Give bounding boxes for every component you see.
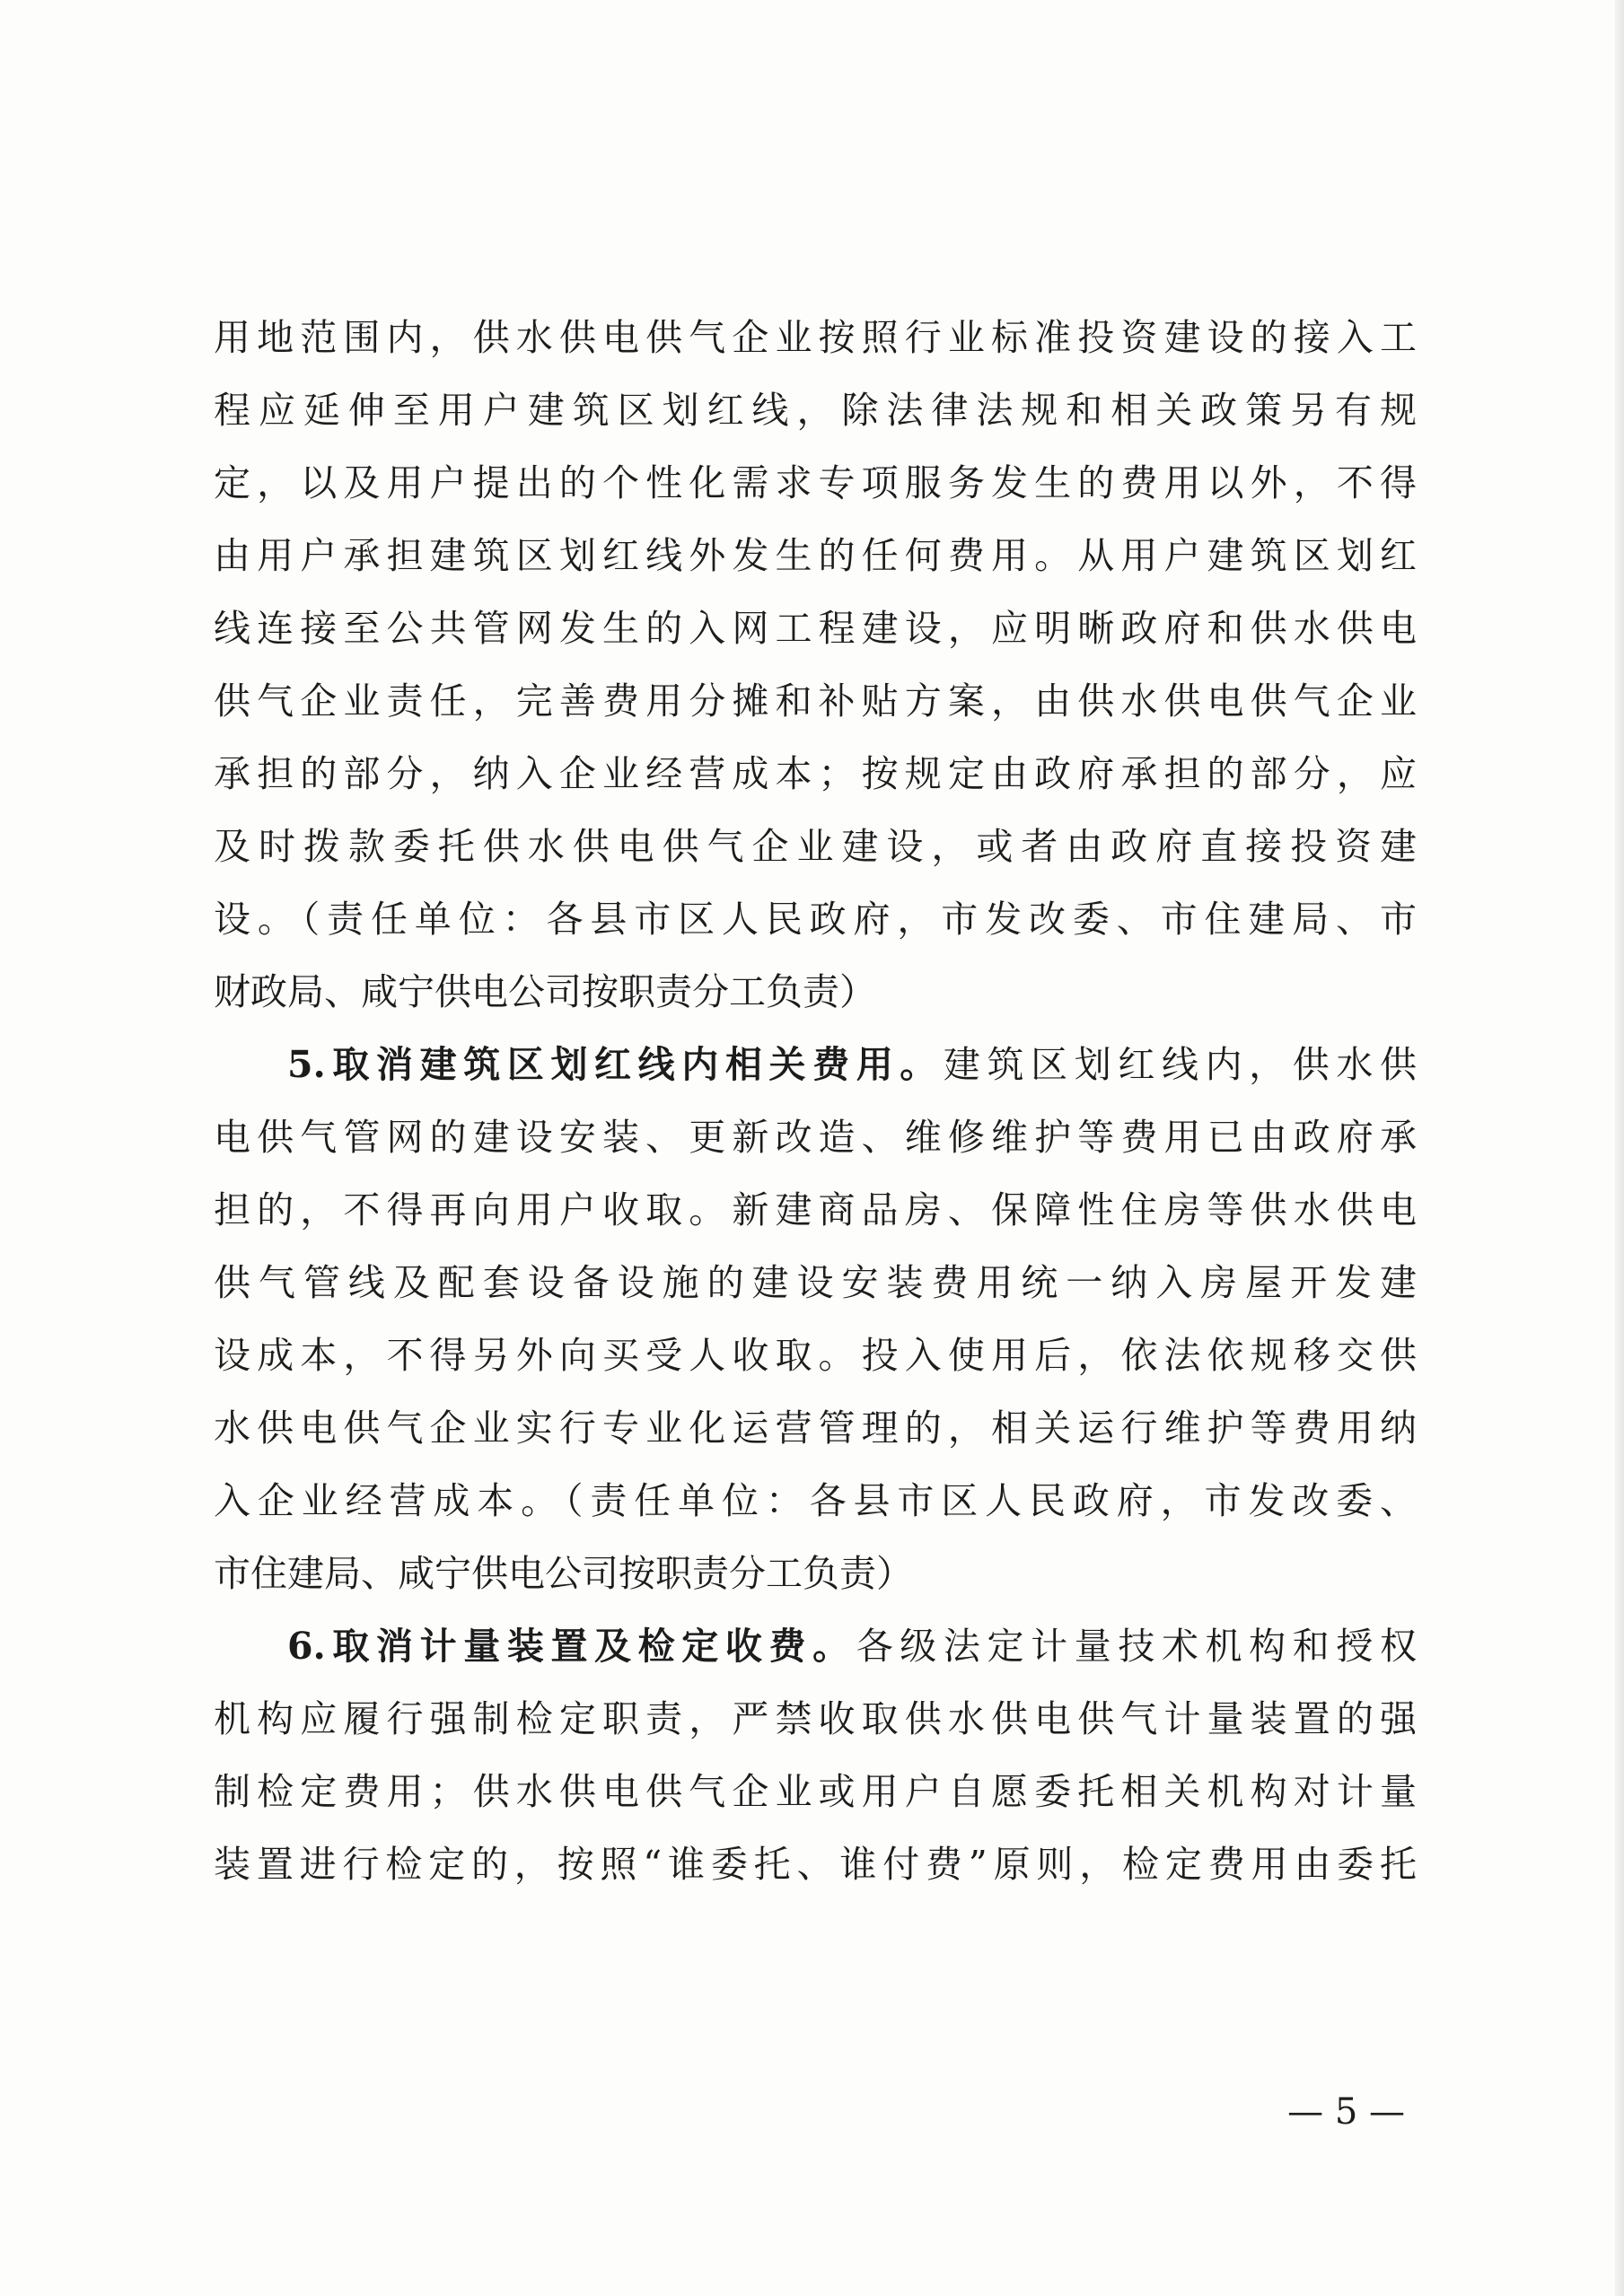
text-line: 供气管线及配套设备设施的建设安装费用统一纳入房屋开发建 (214, 1261, 1417, 1304)
text-line: 及时拨款委托供水供电供气企业建设，或者由政府直接投资建 (214, 825, 1417, 868)
text-line: 程应延伸至用户建筑区划红线，除法律法规和相关政策另有规 (214, 389, 1417, 432)
text-line: 用地范围内，供水供电供气企业按照行业标准投资建设的接入工 (214, 316, 1417, 359)
text-line: 机构应履行强制检定职责，严禁收取供水供电供气计量装置的强 (214, 1697, 1417, 1740)
text-line: 由用户承担建筑区划红线外发生的任何费用。从用户建筑区划红 (214, 534, 1417, 577)
section-5-first-line-text: 建筑区划红线内，供水供 (943, 1043, 1417, 1086)
text-line: 担的，不得再向用户收取。新建商品房、保障性住房等供水供电 (214, 1188, 1417, 1231)
document-body (214, 302, 1417, 1901)
section-5-heading: 5.取消建筑区划红线内相关费用。 (287, 1043, 944, 1086)
text-line: 入企业经营成本。（责任单位：各县市区人民政府，市发改委、 (214, 1479, 1417, 1522)
text-line: 装置进行检定的，按照“谁委托、谁付费”原则，检定费用由委托 (214, 1843, 1417, 1886)
text-line: 市住建局、咸宁供电公司按职责分工负责） (214, 1552, 913, 1595)
page-number: — 5 — (1287, 2091, 1405, 2133)
text-line: 财政局、咸宁供电公司按职责分工负责） (214, 970, 876, 1013)
scan-edge-shadow (1615, 0, 1624, 2296)
text-line: 制检定费用；供水供电供气企业或用户自愿委托相关机构对计量 (214, 1770, 1417, 1813)
section-6-first-line-text: 各级法定计量技术机构和授权 (856, 1625, 1417, 1668)
text-line: 承担的部分，纳入企业经营成本；按规定由政府承担的部分，应 (214, 752, 1417, 795)
text-line: 线连接至公共管网发生的入网工程建设，应明晰政府和供水供电 (214, 607, 1417, 650)
text-line: 设成本，不得另外向买受人收取。投入使用后，依法依规移交供 (214, 1334, 1417, 1377)
text-line: 定，以及用户提出的个性化需求专项服务发生的费用以外，不得 (214, 461, 1417, 504)
section-5-first-line (214, 1029, 1417, 1101)
text-line: 水供电供气企业实行专业化运营管理的，相关运行维护等费用纳 (214, 1407, 1417, 1450)
section-6-heading: 6.取消计量装置及检定收费。 (287, 1625, 856, 1668)
text-line: 供气企业责任，完善费用分摊和补贴方案，由供水供电供气企业 (214, 679, 1417, 723)
text-line: 设。（责任单位：各县市区人民政府，市发改委、市住建局、市 (214, 898, 1417, 941)
section-6-first-line (214, 1610, 1417, 1683)
text-line: 电供气管网的建设安装、更新改造、维修维护等费用已由政府承 (214, 1116, 1417, 1159)
